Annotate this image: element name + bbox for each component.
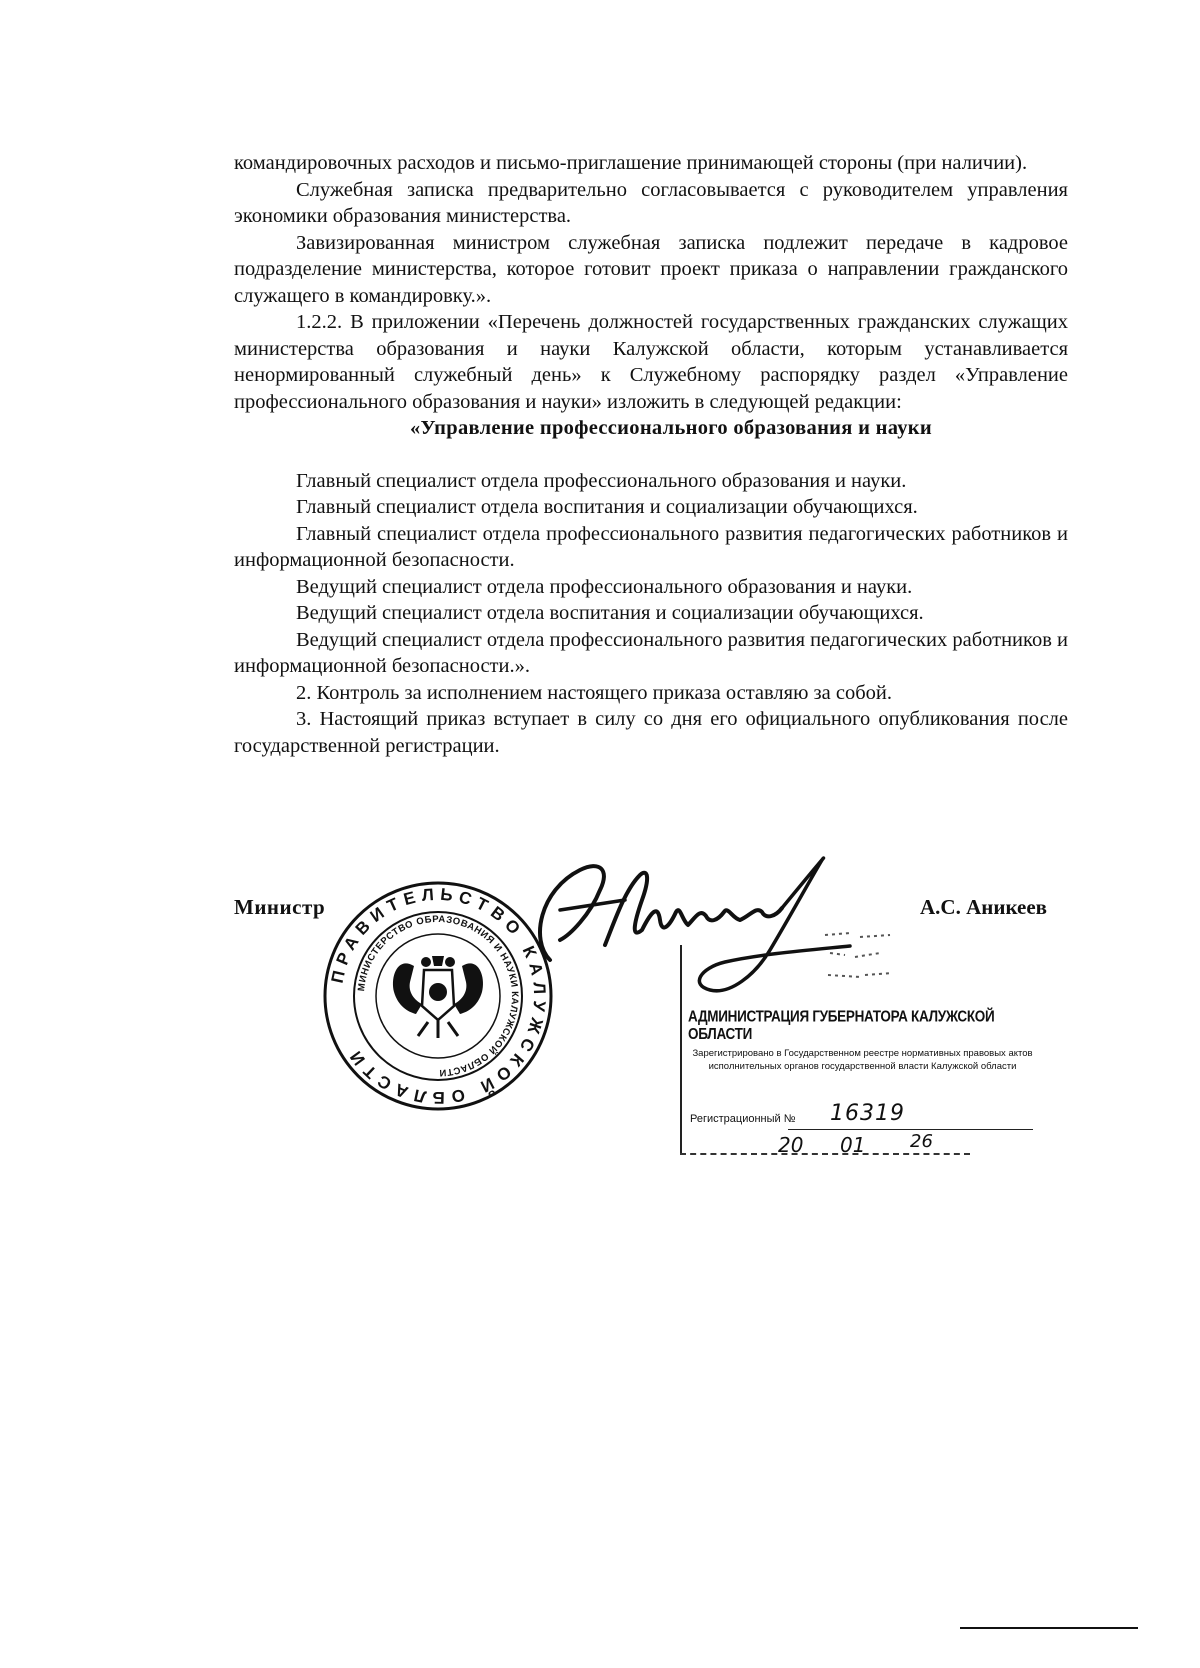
position-item: Главный специалист отдела воспитания и социализации обучающихся. [296,496,918,518]
stamp-reg-line [788,1129,1033,1130]
coat-of-arms-icon [393,956,483,1038]
position-item: Ведущий специалист отдела профессионального развития педагогических работников и информационной безопасности.». [234,628,1068,677]
stamp-organization: АДМИНИСТРАЦИЯ ГУБЕРНАТОРА КАЛУЖСКОЙ ОБЛАСТИ [688,1007,995,1043]
stamp-border [680,1153,970,1156]
stamp-date-year: 26 [910,1131,933,1152]
position-item: Ведущий специалист отдела профессионального образования и науки. [296,575,913,598]
stamp-smudge [820,925,900,995]
registration-stamp [680,925,1050,1170]
document-body [234,150,1068,759]
signatory-title: Министр [234,895,326,919]
position-item: Главный специалист отдела профессионального образования и науки. [296,469,907,492]
stamp-date-month: 01 [840,1133,866,1157]
official-seal [320,878,556,1114]
paragraph-travel-expenses: командировочных расходов и письмо-приглашение принимающей стороны (при наличии). [234,152,1028,174]
svg-text:ПРАВИТЕЛЬСТВО КАЛУЖСКОЙ ОБЛАСТ: ПРАВИТЕЛЬСТВО КАЛУЖСКОЙ ОБЛАСТИ [327,884,550,1108]
stamp-reg-number: 16319 [830,1101,905,1126]
signatory-name: А.С. Аникеев [920,895,1048,919]
paragraph-control: 2. Контроль за исполнением настоящего приказа оставляю за собой. [296,681,892,704]
paragraph-memo-transfer: Завизированная министром служебная записка подлежит передаче в кадровое подразделение министерства, которое готовит проект приказа о направлении гражданского служащего в командировку.». [234,231,1068,307]
paragraph-effective-date: 3. Настоящий приказ вступает в силу со дня его официального опубликования после государственной регистрации. [234,708,1068,757]
stamp-date-day: 20 [778,1133,804,1157]
paragraph-appendix-change: 1.2.2. В приложении «Перечень должностей государственных гражданских служащих министерства образования и науки Калужской области, которым устанавливается ненормированный служебный день» к Служебному распорядку раздел «Управление профессионального образования и науки» изложить в следующей редакции: [234,311,1068,413]
stamp-border [680,945,682,1155]
position-item: Ведущий специалист отдела воспитания и социализации обучающихся. [296,602,924,624]
section-title: «Управление профессионального образования и науки [409,417,933,439]
position-item: Главный специалист отдела профессионального развития педагогических работников и информационной безопасности. [234,522,1068,571]
footer-rule [960,1627,1138,1629]
paragraph-memo-approval: Служебная записка предварительно согласовывается с руководителем управления экономики образования министерства. [234,178,1068,227]
stamp-registration-text: Зарегистрировано в Государственном реестре нормативных правовых актов исполнительных органов государственной власти Калужской области [692,1048,1033,1072]
svg-text:МИНИСТЕРСТВО ОБРАЗОВАНИЯ И НАУ: МИНИСТЕРСТВО ОБРАЗОВАНИЯ И НАУКИ КАЛУЖСКОЙ ОБЛАСТИ [356,913,521,1079]
stamp-reg-label: Регистрационный № [690,1113,796,1125]
